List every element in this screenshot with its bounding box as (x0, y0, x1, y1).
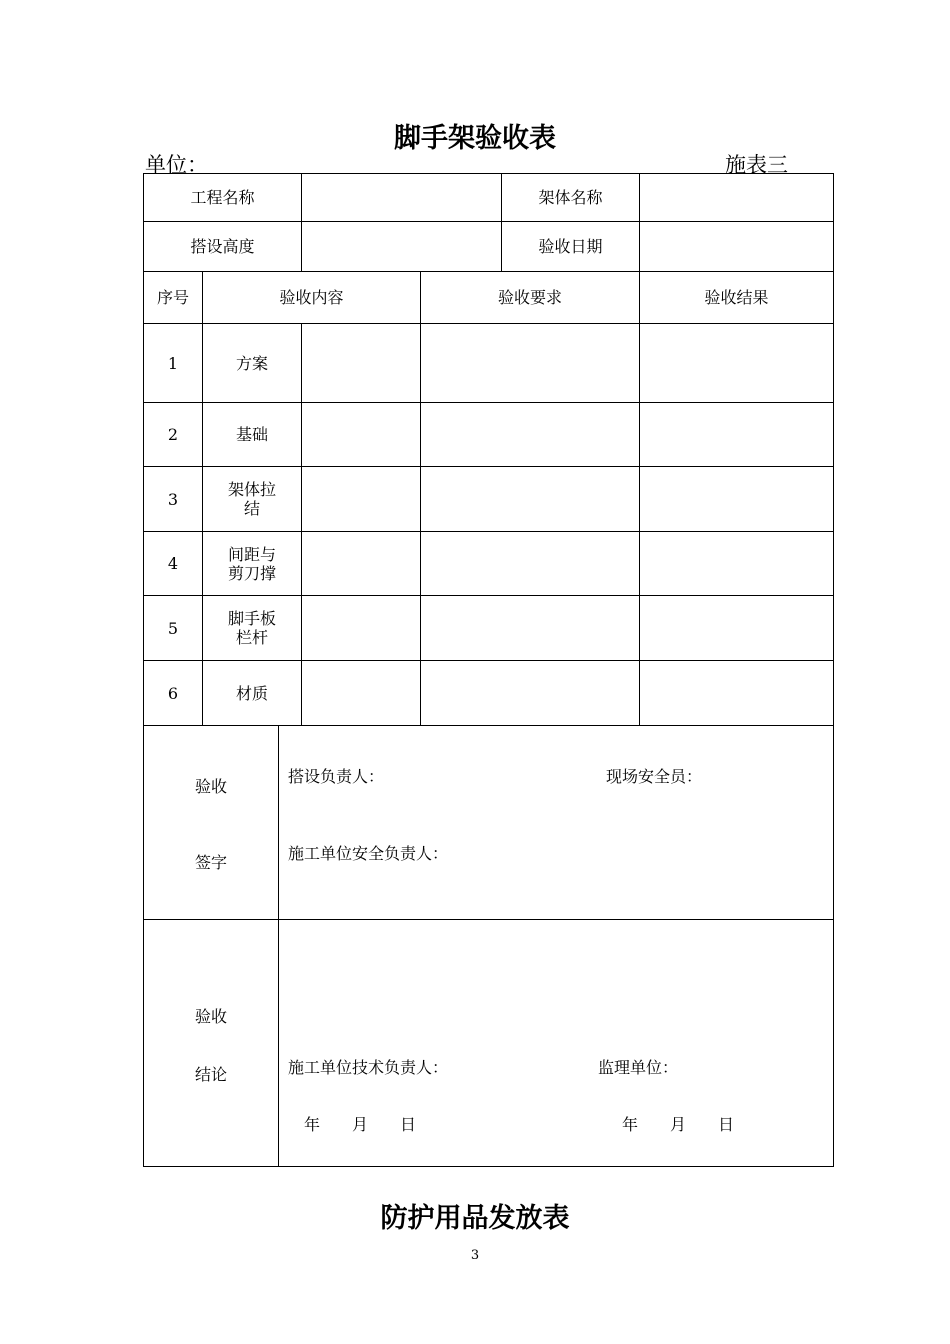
row-number: 2 (144, 403, 203, 467)
col-header-content: 验收内容 (203, 272, 421, 324)
project-name-label: 工程名称 (144, 174, 302, 222)
conclusion-label-cell (144, 920, 279, 1167)
row-number: 4 (144, 532, 203, 596)
row-content-cell[interactable] (302, 467, 421, 532)
company-safety-signature-label: 施工单位安全负责人： (288, 844, 449, 863)
conclusion-area[interactable] (279, 920, 834, 1167)
date-field[interactable] (640, 222, 834, 272)
row-result-cell[interactable] (640, 661, 834, 726)
acceptance-form (143, 173, 834, 1167)
next-section-title: 防护用品发放表 (380, 1203, 570, 1234)
height-label: 搭设高度 (144, 222, 302, 272)
row-item: 基础 (203, 403, 302, 467)
row-requirement-cell[interactable] (421, 596, 640, 661)
row-item: 架体拉 结 (203, 467, 302, 532)
date-label: 验收日期 (502, 222, 640, 272)
table-row (144, 532, 834, 596)
signature-label-line1: 验收 (195, 777, 228, 796)
signature-area[interactable] (279, 726, 834, 920)
row-result-cell[interactable] (640, 532, 834, 596)
col-header-requirement: 验收要求 (421, 272, 640, 324)
row-requirement-cell[interactable] (421, 403, 640, 467)
table-row (144, 661, 834, 726)
conclusion-label-line2: 结论 (195, 1065, 228, 1084)
row-requirement-cell[interactable] (421, 532, 640, 596)
row-result-cell[interactable] (640, 324, 834, 403)
project-name-field[interactable] (302, 174, 502, 222)
row-content-cell[interactable] (302, 661, 421, 726)
conclusion-label-line1: 验收 (195, 1007, 228, 1026)
page-title: 脚手架验收表 (394, 123, 556, 154)
frame-name-field[interactable] (640, 174, 834, 222)
col-header-result: 验收结果 (640, 272, 834, 324)
page-number: 3 (470, 1248, 480, 1263)
row-item: 间距与 剪刀撑 (203, 532, 302, 596)
row-item: 方案 (203, 324, 302, 403)
frame-name-label: 架体名称 (502, 174, 640, 222)
row-number: 6 (144, 661, 203, 726)
signature-label-cell (144, 726, 279, 920)
table-row (144, 403, 834, 467)
table-row (144, 324, 834, 403)
row-content-cell[interactable] (302, 532, 421, 596)
date-right: 年 月 日 (622, 1115, 735, 1134)
row-requirement-cell[interactable] (421, 324, 640, 403)
row-result-cell[interactable] (640, 403, 834, 467)
unit-label: 单位： (145, 153, 208, 177)
row-number: 5 (144, 596, 203, 661)
table-row (144, 467, 834, 532)
height-field[interactable] (302, 222, 502, 272)
row-content-cell[interactable] (302, 403, 421, 467)
row-requirement-cell[interactable] (421, 467, 640, 532)
row-item: 脚手板 栏杆 (203, 596, 302, 661)
erector-signature-label: 搭设负责人： (288, 767, 385, 786)
row-content-cell[interactable] (302, 596, 421, 661)
row-number: 3 (144, 467, 203, 532)
row-result-cell[interactable] (640, 467, 834, 532)
tech-lead-signature-label: 施工单位技术负责人： (288, 1058, 449, 1077)
row-number: 1 (144, 324, 203, 403)
supervisor-signature-label: 监理单位： (598, 1058, 679, 1077)
table-row (144, 596, 834, 661)
row-content-cell[interactable] (302, 324, 421, 403)
row-item: 材质 (203, 661, 302, 726)
acceptance-table (143, 173, 834, 1167)
col-header-no: 序号 (144, 272, 203, 324)
site-safety-signature-label: 现场安全员： (606, 767, 703, 786)
date-left: 年 月 日 (304, 1115, 417, 1134)
row-result-cell[interactable] (640, 596, 834, 661)
form-code: 施表三 (725, 153, 788, 177)
row-requirement-cell[interactable] (421, 661, 640, 726)
signature-label-line2: 签字 (195, 853, 228, 872)
